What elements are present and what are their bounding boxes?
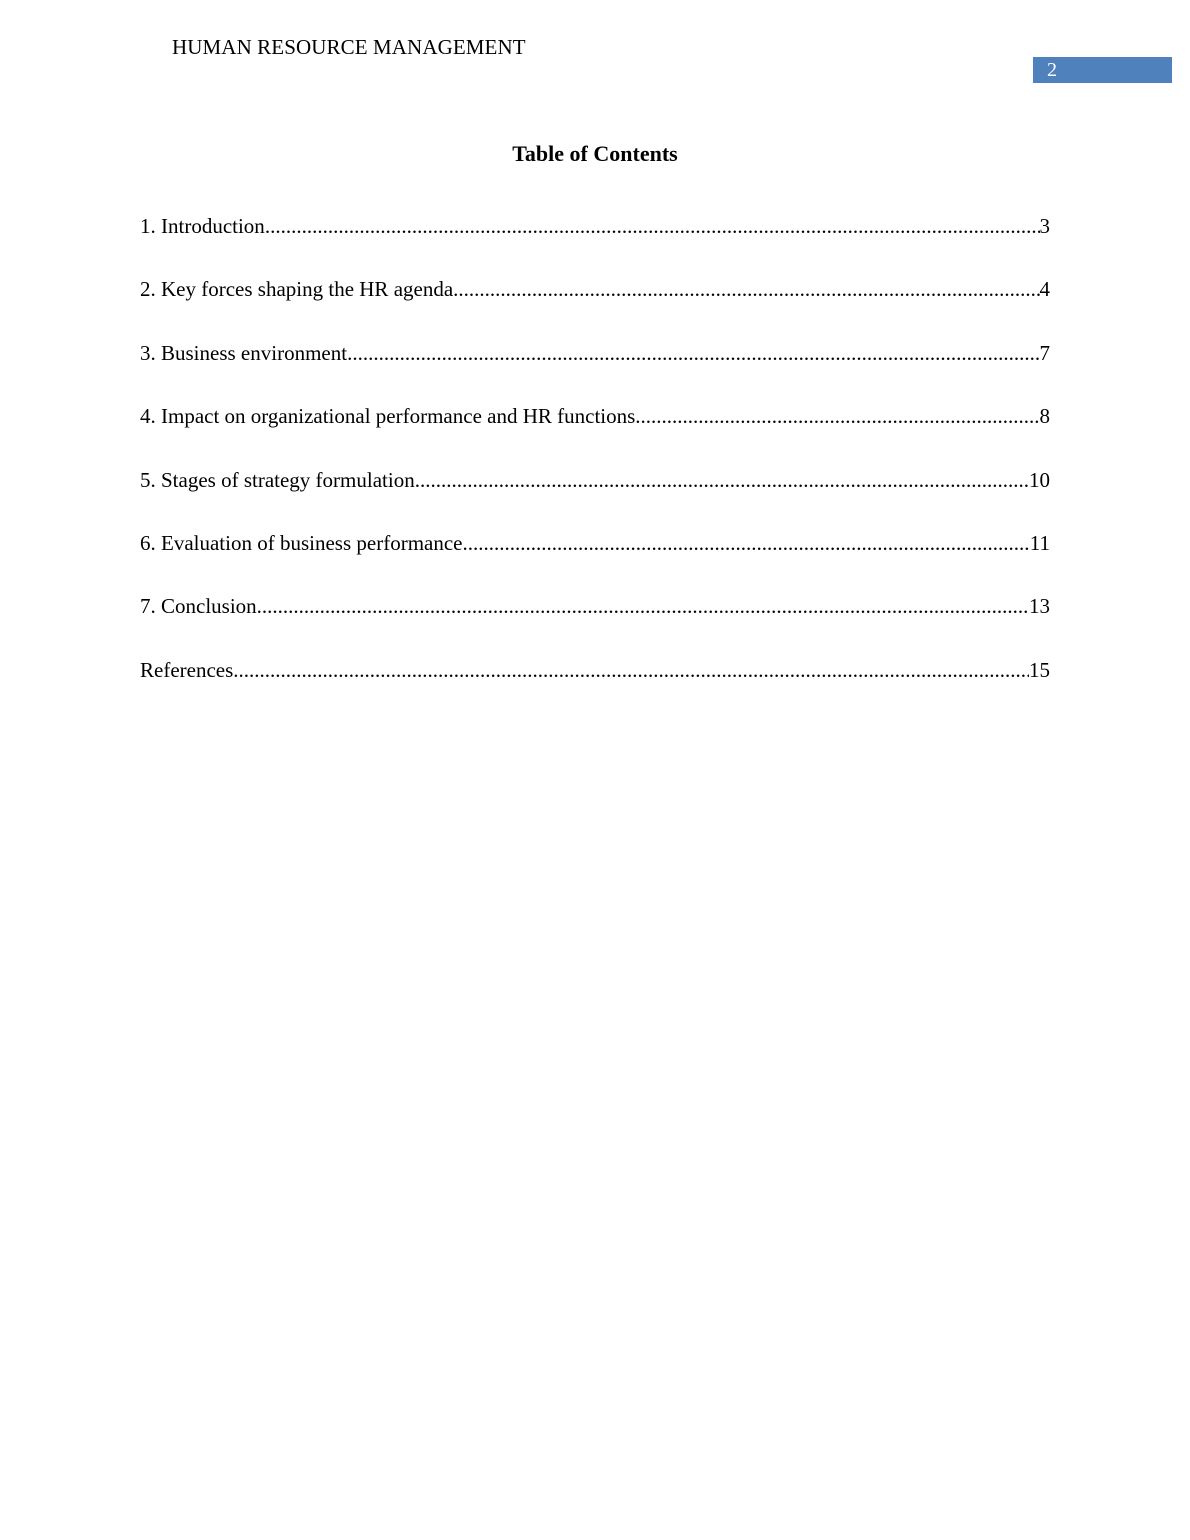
toc-entry-label: 7. Conclusion bbox=[140, 594, 257, 619]
toc-entry-evaluation[interactable] bbox=[140, 529, 1050, 592]
toc-dot-leader bbox=[463, 529, 1030, 557]
toc-dot-leader bbox=[257, 592, 1029, 620]
toc-entry-label: 3. Business environment bbox=[140, 340, 348, 365]
toc-entry-page: 15 bbox=[1029, 657, 1050, 682]
toc-entry-introduction[interactable] bbox=[140, 212, 1050, 275]
toc-dot-leader bbox=[453, 275, 1039, 303]
toc-entry-label: 1. Introduction bbox=[140, 214, 265, 238]
toc-entry-conclusion[interactable] bbox=[140, 592, 1050, 655]
toc-entry-key-forces[interactable] bbox=[140, 275, 1050, 338]
toc-dot-leader bbox=[347, 339, 1039, 367]
toc-entry-strategy-formulation[interactable] bbox=[140, 466, 1050, 529]
toc-title: Table of Contents bbox=[512, 141, 678, 166]
toc-dot-leader bbox=[415, 466, 1029, 494]
toc-entry-page: 7 bbox=[1039, 340, 1050, 365]
toc-entry-references[interactable] bbox=[140, 656, 1050, 719]
toc-entry-label: 6. Evaluation of business performance bbox=[140, 530, 463, 555]
toc-entry-label: 5. Stages of strategy formulation bbox=[140, 467, 415, 492]
toc-entry-label: References bbox=[140, 657, 234, 682]
toc-entry-page: 13 bbox=[1029, 594, 1050, 619]
toc-entry-business-environment[interactable] bbox=[140, 339, 1050, 402]
toc-entry-page: 11 bbox=[1029, 530, 1050, 555]
toc-entry-page: 8 bbox=[1039, 404, 1050, 429]
toc-entry-label: 4. Impact on organizational performance and HR functions bbox=[140, 404, 636, 429]
toc-entry-impact[interactable] bbox=[140, 402, 1050, 465]
toc-dot-leader bbox=[233, 656, 1029, 684]
toc-entry-page: 10 bbox=[1029, 467, 1050, 492]
toc-entry-page: 3 bbox=[1039, 214, 1050, 238]
toc-list bbox=[140, 212, 1050, 719]
page-number: 2 bbox=[1047, 59, 1057, 81]
toc-dot-leader bbox=[265, 212, 1040, 240]
toc-dot-leader bbox=[635, 402, 1039, 430]
toc-entry-label: 2. Key forces shaping the HR agenda bbox=[140, 277, 454, 302]
running-header-title: HUMAN RESOURCE MANAGEMENT bbox=[172, 35, 526, 59]
toc-entry-page: 4 bbox=[1039, 277, 1050, 302]
page-number-badge bbox=[1033, 57, 1172, 83]
